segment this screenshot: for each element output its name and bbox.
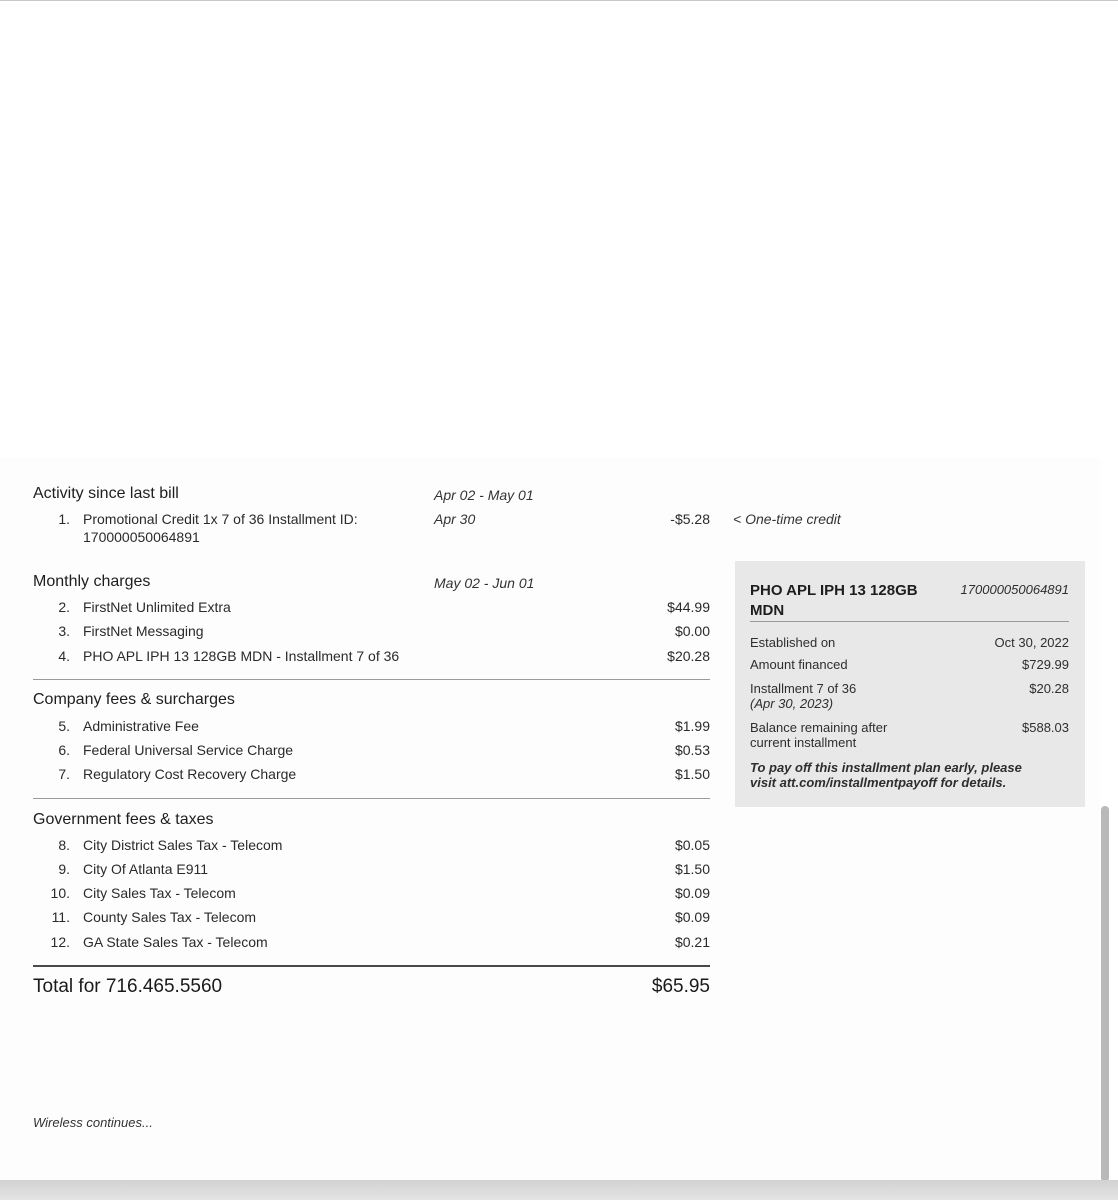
- line-item-amount: $0.21: [674, 934, 710, 950]
- line-item-number: 10.: [50, 885, 70, 901]
- line-item-date: Apr 30: [434, 511, 476, 527]
- line-item-description: PHO APL IPH 13 128GB MDN - Installment 7 of 36: [83, 648, 400, 664]
- installment-id: 170000050064891: [83, 529, 200, 545]
- line-item-number: 8.: [58, 837, 70, 853]
- total-label: Total for 716.465.5560: [33, 976, 223, 997]
- line-item-amount: $0.09: [674, 885, 710, 901]
- total-amount: $65.95: [651, 976, 710, 997]
- one-time-credit-note: < One-time credit: [733, 511, 841, 527]
- line-item-amount: $0.53: [674, 742, 710, 758]
- installment-plan-box: [735, 561, 1085, 807]
- line-item-description: Regulatory Cost Recovery Charge: [83, 766, 297, 782]
- activity-period: Apr 02 - May 01: [434, 487, 534, 503]
- line-item-description: Administrative Fee: [83, 718, 199, 734]
- wireless-continues: Wireless continues...: [33, 1115, 153, 1130]
- line-item-amount: $44.99: [667, 599, 710, 615]
- line-item-amount: $0.05: [674, 837, 710, 853]
- line-item-description: Federal Universal Service Charge: [83, 742, 294, 758]
- section-heading-monthly: Monthly charges: [33, 573, 151, 590]
- line-item-number: 6.: [58, 742, 70, 758]
- section-heading-company-fees: Company fees & surcharges: [33, 691, 235, 708]
- line-item-number: 1.: [58, 511, 70, 527]
- installment-label: Installment 7 of 36: [750, 681, 857, 696]
- scrollbar[interactable]: [1101, 806, 1109, 1182]
- line-item-amount: $0.09: [674, 909, 710, 925]
- line-item-description: City District Sales Tax - Telecom: [83, 837, 283, 853]
- line-item-number: 3.: [58, 623, 70, 639]
- section-heading-government: Government fees & taxes: [33, 811, 214, 828]
- established-label: Established on: [750, 635, 836, 650]
- line-item-number: 7.: [58, 766, 70, 782]
- section-divider: [33, 679, 710, 680]
- line-item-number: 11.: [51, 909, 70, 925]
- payoff-note: To pay off this installment plan early, please visit att.com/installmentpayoff for details.: [750, 760, 1022, 790]
- line-item-amount: $1.50: [674, 766, 710, 782]
- balance-remaining-label: Balance remaining after current installment: [750, 720, 888, 750]
- amount-financed-value: $729.99: [1022, 657, 1069, 672]
- installment-id: 170000050064891: [960, 582, 1069, 597]
- installment-value: $20.28: [1029, 681, 1069, 696]
- line-item-amount: $0.00: [674, 623, 710, 639]
- amount-financed-label: Amount financed: [750, 657, 848, 672]
- device-title: PHO APL IPH 13 128GB MDN: [750, 582, 918, 619]
- line-item-amount: $20.28: [667, 648, 710, 664]
- balance-remaining-value: $588.03: [1022, 720, 1069, 735]
- line-item-amount: $1.99: [674, 718, 710, 734]
- box-divider: [750, 621, 1069, 622]
- line-item-number: 12.: [50, 934, 70, 950]
- installment-date: (Apr 30, 2023): [750, 696, 834, 711]
- line-item-description: Promotional Credit 1x 7 of 36 Installment ID:: [83, 511, 358, 527]
- section-divider: [33, 798, 710, 799]
- line-item-description: GA State Sales Tax - Telecom: [83, 934, 268, 950]
- line-item-description: FirstNet Messaging: [83, 623, 204, 639]
- total-divider: [33, 965, 710, 967]
- line-item-number: 4.: [58, 648, 70, 664]
- line-item-description: FirstNet Unlimited Extra: [83, 599, 231, 615]
- top-divider: [0, 0, 1118, 1]
- line-item-amount: $1.50: [674, 861, 710, 877]
- line-item-description: County Sales Tax - Telecom: [83, 909, 257, 925]
- section-heading-activity: Activity since last bill: [33, 485, 179, 502]
- bottom-edge: [0, 1180, 1118, 1200]
- line-item-number: 9.: [58, 861, 70, 877]
- line-item-description: City Of Atlanta E911: [83, 861, 209, 877]
- line-item-number: 5.: [58, 718, 70, 734]
- line-item-description: City Sales Tax - Telecom: [83, 885, 236, 901]
- line-item-amount: -$5.28: [670, 511, 710, 527]
- established-value: Oct 30, 2022: [994, 635, 1069, 650]
- monthly-period: May 02 - Jun 01: [434, 575, 535, 591]
- line-item-number: 2.: [58, 599, 70, 615]
